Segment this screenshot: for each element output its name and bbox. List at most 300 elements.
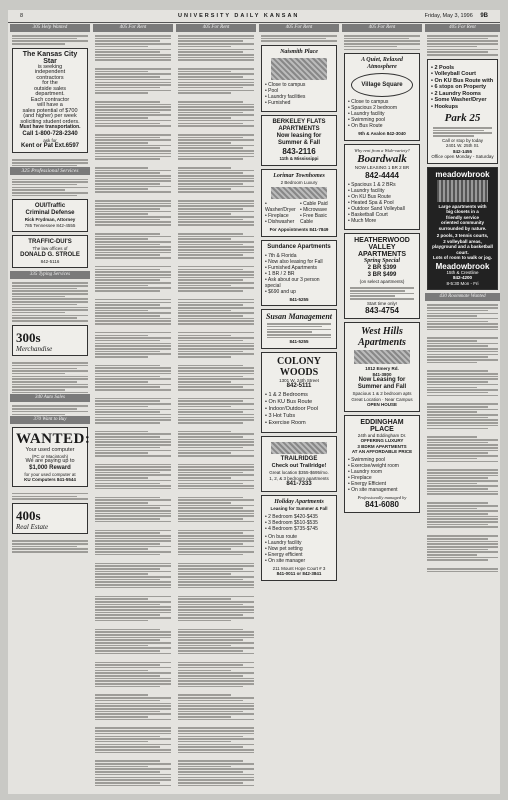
text-line <box>95 598 148 600</box>
text-line <box>95 211 171 213</box>
text-line <box>95 581 171 583</box>
text-line <box>95 741 148 743</box>
text-line <box>95 587 171 589</box>
text-line <box>178 145 254 147</box>
text-line <box>95 271 171 273</box>
text-line <box>178 386 243 388</box>
text-line <box>178 771 243 773</box>
text-line <box>95 320 171 322</box>
text-line <box>95 183 160 185</box>
text-line <box>95 227 171 232</box>
text-line <box>95 304 160 306</box>
text-line <box>178 766 231 768</box>
text-line <box>178 400 243 402</box>
text-line <box>427 409 498 411</box>
text-line <box>95 367 171 369</box>
text-line <box>95 417 171 419</box>
text-line <box>95 455 171 457</box>
text-line <box>95 340 160 342</box>
text-line <box>95 351 160 353</box>
text-line <box>95 414 171 416</box>
text-line <box>95 244 160 246</box>
text-line <box>95 106 171 108</box>
text-line <box>95 694 148 696</box>
text-line <box>178 719 254 721</box>
text-line <box>95 614 160 616</box>
text-line <box>95 697 171 699</box>
text-line <box>178 450 254 452</box>
text-line <box>95 315 160 317</box>
text-line <box>427 461 498 463</box>
text-line <box>95 71 148 73</box>
section-header-help-wanted: 305 Help Wanted <box>10 24 90 32</box>
text-line <box>178 713 254 715</box>
text-line <box>95 398 171 400</box>
text-line <box>178 499 254 501</box>
text-line <box>178 125 254 127</box>
text-line <box>178 433 254 435</box>
classified-listings <box>176 32 256 790</box>
text-line <box>427 376 498 378</box>
susan-management-ad: Susan Management 841-5255 <box>261 309 337 349</box>
text-line <box>178 186 254 188</box>
text-line <box>178 84 254 86</box>
text-line <box>95 736 160 738</box>
text-line <box>427 549 488 551</box>
text-line <box>178 87 243 89</box>
text-line <box>178 285 231 287</box>
text-line <box>427 304 498 306</box>
section-header-for-rent: 405 For Rent <box>425 24 500 32</box>
text-line <box>178 304 243 306</box>
text-line <box>95 746 160 748</box>
text-line <box>178 51 243 53</box>
text-line <box>178 254 243 256</box>
text-line <box>95 557 171 562</box>
text-line <box>427 321 488 323</box>
text-line <box>95 622 171 627</box>
text-line <box>95 90 171 92</box>
text-line <box>427 516 498 518</box>
village-square-logo: Village Square <box>351 73 413 97</box>
text-line <box>95 441 171 443</box>
text-line <box>95 708 171 710</box>
kansas-city-star-ad: The Kansas City Star is seeking independent contractors for the outside sales department. Each contractor will have a sales potential of $700 (and higher) per week soliciting student orders. Must have transportation. Call 1-800-728-2340 ask for Kent or Pat Ext.6597 <box>12 48 88 154</box>
text-line <box>95 604 160 606</box>
text-line <box>178 441 254 443</box>
text-line <box>95 194 171 199</box>
text-line <box>178 431 231 433</box>
text-line <box>178 535 254 537</box>
text-line <box>427 535 498 537</box>
text-line <box>95 365 160 367</box>
text-line <box>178 213 231 215</box>
text-line <box>95 117 148 119</box>
text-line <box>178 302 254 304</box>
text-line <box>178 158 243 160</box>
text-line <box>95 123 160 125</box>
text-line <box>95 721 171 726</box>
text-line <box>95 158 160 160</box>
text-line <box>95 563 171 565</box>
text-line <box>95 485 171 487</box>
text-line <box>178 348 254 350</box>
west-hills-illustration <box>354 350 410 364</box>
text-line <box>95 474 171 476</box>
text-line <box>178 73 254 75</box>
text-line <box>95 760 160 762</box>
trailridge-logo <box>271 442 327 454</box>
text-line <box>427 439 498 441</box>
text-line <box>95 752 171 754</box>
text-line <box>95 101 160 103</box>
text-line <box>95 730 171 732</box>
text-line <box>178 49 254 51</box>
text-line <box>95 318 171 320</box>
text-line <box>427 422 498 424</box>
text-line <box>95 716 148 718</box>
text-line <box>95 213 148 215</box>
section-header-want-to-buy: 370 Want to Buy <box>10 416 90 424</box>
masthead-title: UNIVERSITY DAILY KANSAN <box>178 13 300 19</box>
column-2 <box>93 24 173 790</box>
text-line <box>427 345 488 347</box>
text-line <box>178 365 243 367</box>
text-line <box>95 617 171 619</box>
text-line <box>427 488 488 490</box>
text-line <box>95 634 171 636</box>
text-line <box>95 249 171 251</box>
text-line <box>95 219 160 221</box>
text-line <box>178 398 254 400</box>
text-line <box>178 389 254 391</box>
text-line <box>178 191 254 193</box>
text-line <box>95 771 160 773</box>
text-line <box>427 510 498 512</box>
text-line <box>95 378 171 380</box>
text-line <box>178 351 243 353</box>
text-line <box>178 497 243 499</box>
text-line <box>178 686 243 688</box>
text-line <box>95 703 171 705</box>
text-line <box>95 530 171 532</box>
text-line <box>95 400 160 402</box>
text-line <box>95 82 171 84</box>
text-line <box>178 617 254 619</box>
text-line <box>178 483 243 485</box>
column-3 <box>176 24 256 790</box>
text-line <box>95 95 171 100</box>
text-line <box>178 521 254 523</box>
text-line <box>95 326 171 331</box>
classified-text <box>10 32 90 45</box>
text-line <box>178 477 231 479</box>
text-line <box>427 480 498 482</box>
text-line <box>178 768 254 770</box>
newspaper-page <box>8 10 500 794</box>
text-line <box>95 777 171 779</box>
text-line <box>95 540 171 542</box>
text-line <box>178 655 254 660</box>
text-line <box>178 664 243 666</box>
text-line <box>95 287 171 289</box>
text-line <box>178 472 243 474</box>
text-line <box>427 559 488 561</box>
text-line <box>95 156 171 158</box>
text-line <box>178 43 254 45</box>
text-line <box>95 450 171 452</box>
text-line <box>178 530 254 532</box>
text-line <box>95 466 171 468</box>
text-line <box>427 389 498 391</box>
text-line <box>178 353 254 355</box>
text-line <box>178 647 254 649</box>
text-line <box>178 142 231 144</box>
text-line <box>178 82 254 84</box>
dui-attorney-ad: OUI/Traffic Criminal Defense Rick Frydman, Attorney 785 Tennessee 842-4555 <box>12 199 88 232</box>
text-line <box>95 73 171 75</box>
text-line <box>95 535 171 537</box>
text-line <box>95 254 160 256</box>
section-header-for-rent: 405 For Rent <box>176 24 256 32</box>
text-line <box>95 447 160 449</box>
text-line <box>178 139 254 141</box>
eddingham-place-ad: EDDINGHAM PLACE 24th and Eddingham Dr. OFFERING LUXURY 3 BDRM APARTMENTS AT AN AFFORDABLE PRICE • Swimming pool • Exercise/weight room • Laundry room • Fireplace • Energy Efficient • On site management Professionally managed by 841-6080 <box>344 415 420 514</box>
naismith-place-ad: Naismith Place • Close to campus • Pool • Laundry facilities • Furnished <box>261 45 337 112</box>
text-line <box>95 343 171 345</box>
text-line <box>178 452 231 454</box>
text-line <box>427 551 498 553</box>
section-header-professional-services: 325 Professional Services <box>10 167 90 175</box>
text-line <box>95 233 160 235</box>
text-line <box>178 147 243 149</box>
text-line <box>95 782 160 784</box>
text-line <box>95 573 148 575</box>
text-line <box>178 315 243 317</box>
text-line <box>178 604 243 606</box>
text-line <box>427 526 498 528</box>
sundance-apartments-ad: Sundance Apartments • 7th & Florida • Now also leasing for Fall • Furnished Apartments • 1 BR / 2 BR • Ask about our 3 person special • $690 and up 841-5255 <box>261 240 337 307</box>
text-line <box>178 120 254 122</box>
text-line <box>178 447 243 449</box>
text-line <box>178 573 231 575</box>
text-line <box>427 442 488 444</box>
text-line <box>178 112 243 114</box>
text-line <box>178 697 254 699</box>
text-line <box>178 688 254 693</box>
text-line <box>178 672 254 674</box>
text-line <box>95 439 171 441</box>
text-line <box>95 109 171 111</box>
text-line <box>95 766 148 768</box>
text-line <box>427 310 488 312</box>
text-line <box>178 279 243 281</box>
text-line <box>178 612 254 614</box>
text-line <box>95 392 171 397</box>
text-line <box>427 455 498 457</box>
text-line <box>95 381 148 383</box>
text-line <box>178 548 231 550</box>
text-line <box>95 241 171 243</box>
text-line <box>178 79 254 81</box>
text-line <box>178 221 254 223</box>
text-line <box>95 711 160 713</box>
text-line <box>178 137 243 139</box>
text-line <box>427 562 498 567</box>
text-line <box>178 637 254 639</box>
text-line <box>95 282 171 284</box>
trailridge-ad: TRAILRIDGE Check out Trailridge! Great location $355-$695/mo. 1, 2, & 3 bedroom apartments 841-7333 <box>261 436 337 492</box>
text-line <box>178 109 254 111</box>
text-line <box>95 112 160 114</box>
text-line <box>95 376 160 378</box>
text-line <box>95 670 148 672</box>
text-line <box>95 655 171 660</box>
text-line <box>178 634 254 636</box>
text-line <box>95 188 148 190</box>
text-line <box>427 313 498 315</box>
text-line <box>178 491 254 496</box>
text-line <box>95 353 171 355</box>
text-line <box>95 546 171 548</box>
text-line <box>178 340 243 342</box>
text-line <box>95 167 148 169</box>
text-line <box>178 568 243 570</box>
text-line <box>95 51 160 53</box>
text-line <box>95 647 171 649</box>
text-line <box>178 40 243 42</box>
text-line <box>95 576 171 578</box>
text-line <box>95 277 171 279</box>
text-line <box>95 40 160 42</box>
text-line <box>427 521 498 523</box>
text-line <box>178 178 254 180</box>
text-line <box>95 738 171 740</box>
text-line <box>427 524 488 526</box>
text-line <box>95 142 148 144</box>
text-line <box>178 175 254 177</box>
text-line <box>95 153 171 155</box>
text-line <box>178 587 254 589</box>
section-header-typing-services: 335 Typing Services <box>10 271 90 279</box>
text-line <box>178 738 254 740</box>
text-line <box>95 359 171 364</box>
text-line <box>95 554 160 556</box>
text-line <box>95 312 171 314</box>
text-line <box>95 653 171 655</box>
text-line <box>95 84 171 86</box>
text-line <box>427 359 498 361</box>
text-line <box>178 381 231 383</box>
text-line <box>178 62 254 67</box>
text-line <box>427 477 488 479</box>
text-line <box>95 483 160 485</box>
text-line <box>95 139 171 141</box>
park-25-logo: Park 25 <box>444 112 481 124</box>
text-line <box>178 782 243 784</box>
text-line <box>178 337 254 339</box>
text-line <box>427 387 477 389</box>
section-header-auto-sales: 340 Auto Sales <box>10 394 90 402</box>
text-line <box>178 411 243 413</box>
traffic-dui-ad: TRAFFIC-DUI'S The law offices of DONALD G. STROLE 842-5116 <box>12 235 88 268</box>
text-line <box>95 172 160 174</box>
text-line <box>95 505 171 507</box>
text-line <box>95 532 160 534</box>
text-line <box>178 123 243 125</box>
text-line <box>427 450 498 452</box>
text-line <box>178 546 254 548</box>
text-line <box>178 205 254 207</box>
text-line <box>95 178 171 180</box>
text-line <box>95 675 160 677</box>
text-line <box>95 145 171 147</box>
text-line <box>95 538 171 540</box>
text-line <box>427 419 498 421</box>
text-line <box>178 419 254 421</box>
text-line <box>427 571 498 573</box>
text-line <box>95 68 171 70</box>
text-line <box>427 331 498 336</box>
section-header-for-rent: 405 For Rent <box>259 24 339 32</box>
text-line <box>178 540 254 542</box>
text-line <box>178 378 254 380</box>
text-line <box>95 763 171 765</box>
text-line <box>178 246 254 248</box>
text-line <box>178 763 254 765</box>
text-line <box>427 395 498 397</box>
text-line <box>427 463 498 468</box>
text-line <box>427 425 498 427</box>
text-line <box>178 38 254 40</box>
text-line <box>178 290 243 292</box>
text-line <box>178 466 254 468</box>
text-line <box>95 310 148 312</box>
text-line <box>178 705 254 707</box>
merchandise-banner: 300s Merchandise <box>12 325 88 357</box>
text-line <box>95 464 171 466</box>
text-line <box>95 488 171 490</box>
text-line <box>178 59 254 61</box>
text-line <box>178 227 254 232</box>
text-line <box>178 257 254 259</box>
text-line <box>95 191 171 193</box>
text-line <box>95 260 171 265</box>
text-line <box>95 444 171 446</box>
text-line <box>95 510 171 512</box>
text-line <box>178 172 243 174</box>
text-line <box>178 458 254 463</box>
text-line <box>178 746 243 748</box>
text-line <box>178 543 243 545</box>
holiday-apartments-ad: Holiday Apartments Leasing for Summer & Fall • 2 Bedroom $420-$435 • 3 Bedroom $510-$535 • 4 Bedroom $735-$745 • On bus route • Laundry facility • Now pet setting • Energy efficient • On site manager 211 Mount Hope Court # 3 841-0011 or 842-3841 <box>261 495 337 581</box>
text-line <box>95 733 171 735</box>
text-line <box>178 653 254 655</box>
text-line <box>95 386 160 388</box>
text-line <box>178 277 254 279</box>
meadowbrook-photo <box>437 180 488 202</box>
text-line <box>95 639 160 641</box>
text-line <box>95 403 171 405</box>
text-line <box>178 749 254 751</box>
text-line <box>427 496 498 501</box>
text-line <box>178 581 254 583</box>
text-line <box>178 403 254 405</box>
text-line <box>178 244 243 246</box>
lorimar-townhomes-ad: Lorimar Townhomes 2 Bedroom Luxury • Washer/Dryer • Fireplace • Dishwasher • Cable Paid • Microwave • Free Basic Cable For Appointments 841-7849 <box>261 169 337 237</box>
text-line <box>427 444 498 446</box>
text-line <box>178 274 254 276</box>
